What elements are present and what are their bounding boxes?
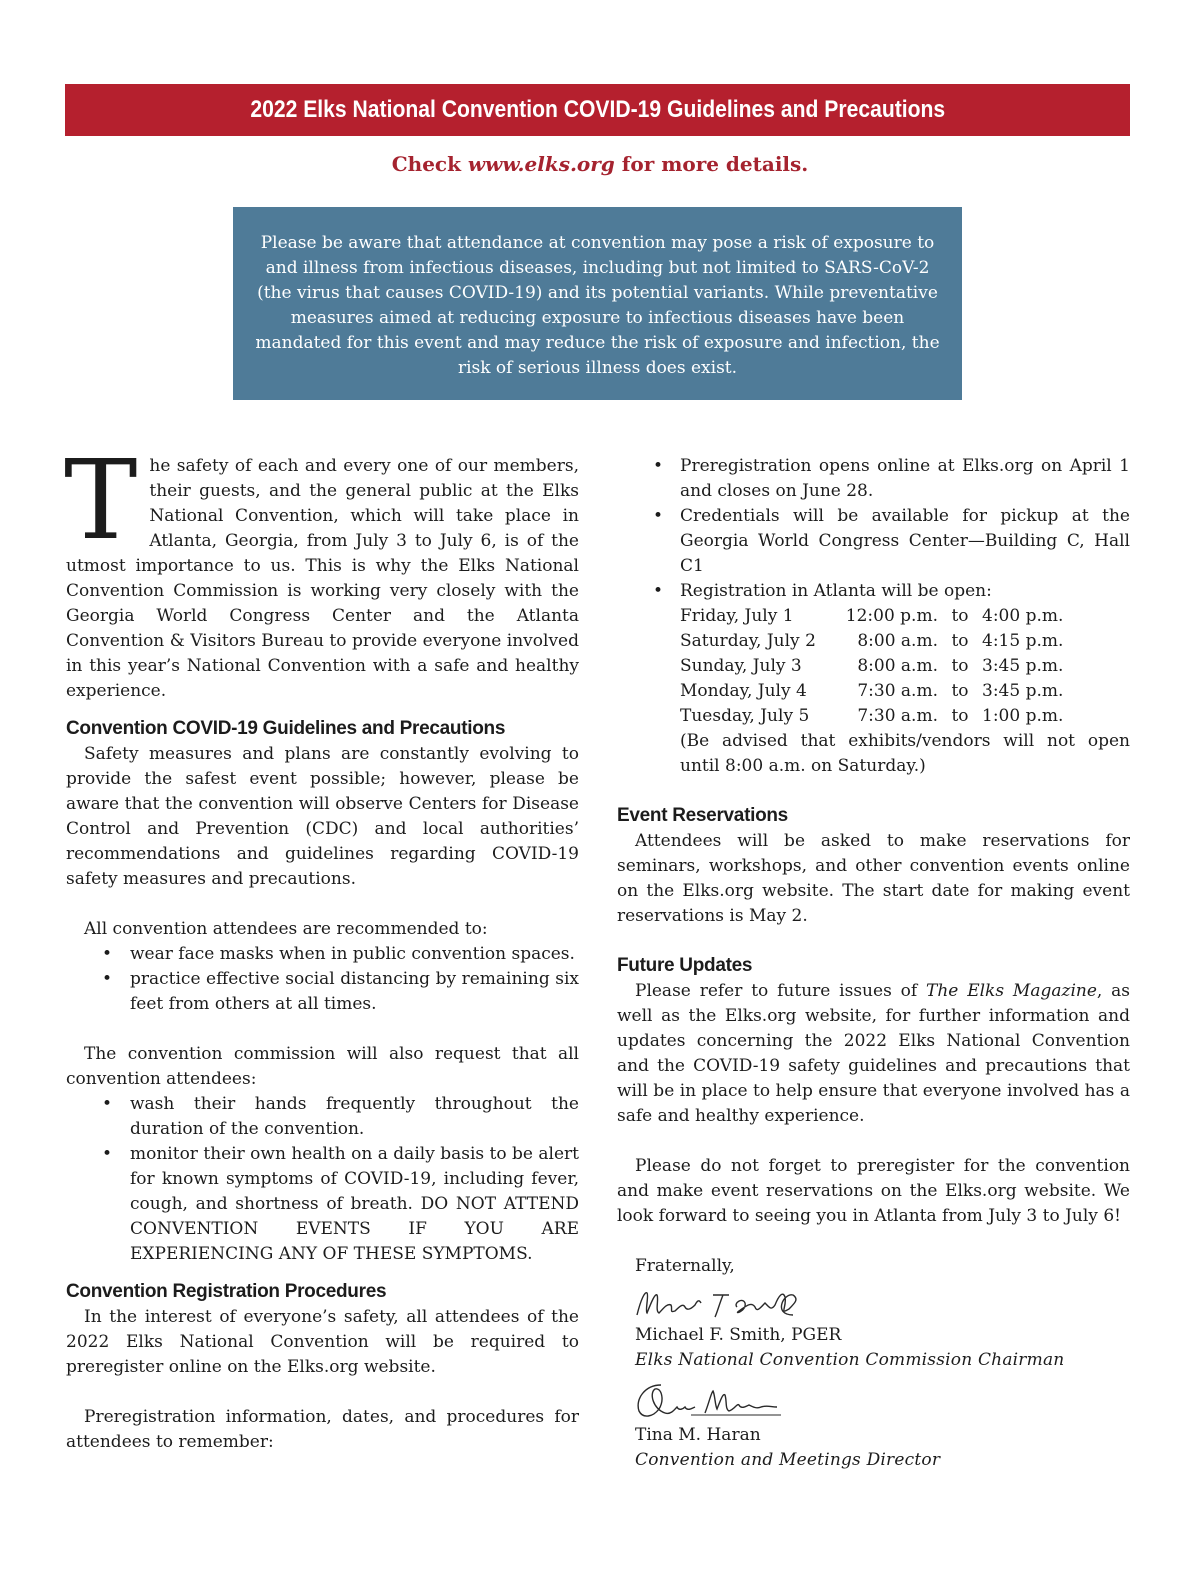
schedule-end: 3:45 p.m. — [982, 656, 1064, 676]
schedule-day: Tuesday, July 5 — [680, 706, 810, 726]
details-suffix: for more details. — [614, 152, 809, 176]
schedule-end: 4:00 p.m. — [982, 606, 1064, 626]
schedule-start: 8:00 a.m. — [857, 631, 938, 651]
list-item: • Registration in Atlanta will be open: — [617, 579, 1130, 604]
risk-notice-text: Please be aware that attendance at convention may pose a risk of exposure to and illness from infectious diseases, including but not limited to SARS-CoV-2 (the virus that causes COVID-19) and its potential variants. While preventative measures aimed at reducing exposure to infectious diseases have been mandated for this event and may reduce the risk of exposure and infection, the risk of serious illness does exist. — [255, 233, 940, 378]
schedule-start: 7:30 a.m. — [857, 681, 938, 701]
details-prefix: Check — [391, 152, 468, 176]
schedule-day: Monday, July 4 — [680, 681, 807, 701]
schedule-start: 8:00 a.m. — [857, 656, 938, 676]
list-item: • wear face masks when in public convention spaces. — [66, 942, 579, 967]
signer-2-title: Convention and Meetings Director — [635, 1450, 941, 1470]
table-row — [680, 629, 1063, 654]
schedule-end: 1:00 p.m. — [982, 706, 1064, 726]
guidelines-para-1: Safety measures and plans are constantly evolving to provide the safest event possible; however, please be aware that the convention will observe Centers for Disease Control and Prevention (CDC) and local authorities’ recommendations and guidelines regarding COVID-19 safety measures and precautions. — [66, 744, 579, 889]
list-item: • Preregistration opens online at Elks.org on April 1 and closes on June 28. — [617, 454, 1130, 504]
list-item: • practice effective social distancing by remaining six feet from others at all times. — [66, 967, 579, 1017]
registration-para-1: In the interest of everyone’s safety, all attendees of the 2022 Elks National Convention will be required to preregister online on the Elks.org website. — [66, 1307, 579, 1377]
preregistration-list — [617, 454, 1130, 604]
title-banner — [65, 84, 1130, 136]
updates-heading: Future Updates — [617, 955, 753, 976]
signature-michael-smith — [633, 1285, 1130, 1323]
list-item: • monitor their own health on a daily basis to be alert for known symptoms of COVID-19, including fever, cough, and shortness of breath. DO NOT ATTEND CONVENTION EVENTS IF YOU ARE EXPERIENCING ANY OF THESE SYMPTOMS. — [66, 1142, 579, 1267]
intro-text: he safety of each and every one of our members, their guests, and the general public at the Elks National Convention, which will take place in Atlanta, Georgia, from July 3 to July 6, is of the utmost importance to us. This is why the Elks National Convention Commission is working very closely with the Georgia World Congress Center and the Atlanta Convention & Visitors Bureau to provide everyone involved in this year’s National Convention with a safe and healthy experience. — [66, 456, 579, 701]
signature-scrawl-2 — [631, 1379, 791, 1423]
reminder-paragraph: Please do not forget to preregister for the convention and make event reservations on the Elks.org website. We look forward to seeing you in Atlanta from July 3 to July 6! — [617, 1156, 1130, 1226]
schedule-to: to — [951, 656, 969, 676]
schedule-day: Friday, July 1 — [680, 606, 794, 626]
list-item: • wash their hands frequently throughout the duration of the convention. — [66, 1092, 579, 1142]
registration-heading: Convention Registration Procedures — [66, 1281, 387, 1302]
magazine-title: The Elks Magazine — [926, 981, 1097, 1001]
schedule-to: to — [951, 606, 969, 626]
events-paragraph: Attendees will be asked to make reservations for seminars, workshops, and other convention events online on the Elks.org website. The start date for making event reservations is May 2. — [617, 831, 1130, 926]
registration-schedule — [680, 604, 1063, 729]
signature-scrawl-1 — [633, 1285, 803, 1325]
signer-1-title: Elks National Convention Commission Chairman — [635, 1350, 1065, 1370]
closing-text: Fraternally, — [635, 1256, 735, 1276]
schedule-start: 7:30 a.m. — [857, 706, 938, 726]
risk-notice-box — [233, 207, 962, 400]
schedule-end: 4:15 p.m. — [982, 631, 1064, 651]
table-row — [680, 704, 1063, 729]
guidelines-heading: Convention COVID-19 Guidelines and Precautions — [66, 718, 506, 739]
details-line — [0, 152, 1200, 176]
requested-list — [66, 1092, 579, 1267]
signer-2-name: Tina M. Haran — [635, 1425, 761, 1445]
updates-text-a: Please refer to future issues of — [635, 981, 927, 1001]
signature-tina-haran — [631, 1379, 1130, 1423]
guidelines-para-2: All convention attendees are recommended to: — [84, 919, 488, 939]
updates-paragraph — [617, 979, 1130, 1129]
updates-text-b: , as well as the Elks.org website, for further information and updates concerning the 2022 Elks National Convention and the COVID-19 safety guidelines and precautions that will be in place to help ensure that everyone involved has a safe and healthy experience. — [617, 981, 1130, 1126]
schedule-day: Sunday, July 3 — [680, 656, 802, 676]
guidelines-para-3: The convention commission will also request that all convention attendees: — [66, 1044, 579, 1089]
schedule-day: Saturday, July 2 — [680, 631, 816, 651]
registration-para-2: Preregistration information, dates, and procedures for attendees to remember: — [66, 1407, 579, 1452]
table-row — [680, 604, 1063, 629]
recommended-list — [66, 942, 579, 1017]
schedule-note: (Be advised that exhibits/vendors will not open until 8:00 a.m. on Saturday.) — [680, 731, 1130, 776]
schedule-end: 3:45 p.m. — [982, 681, 1064, 701]
schedule-start: 12:00 p.m. — [845, 606, 938, 626]
intro-paragraph — [64, 436, 579, 704]
schedule-to: to — [951, 706, 969, 726]
events-heading: Event Reservations — [617, 805, 788, 826]
drop-cap: T — [64, 436, 138, 564]
list-item: • Credentials will be available for pickup at the Georgia World Congress Center—Building C, Hall C1 — [617, 504, 1130, 579]
details-url[interactable]: www.elks.org — [467, 152, 615, 176]
right-column — [617, 454, 1130, 1473]
banner-title: 2022 Elks National Convention COVID-19 Guidelines and Precautions — [250, 96, 945, 123]
table-row — [680, 654, 1063, 679]
schedule-to: to — [951, 681, 969, 701]
table-row — [680, 679, 1063, 704]
left-column — [64, 436, 579, 1455]
signer-1-name: Michael F. Smith, PGER — [635, 1325, 842, 1345]
schedule-to: to — [951, 631, 969, 651]
